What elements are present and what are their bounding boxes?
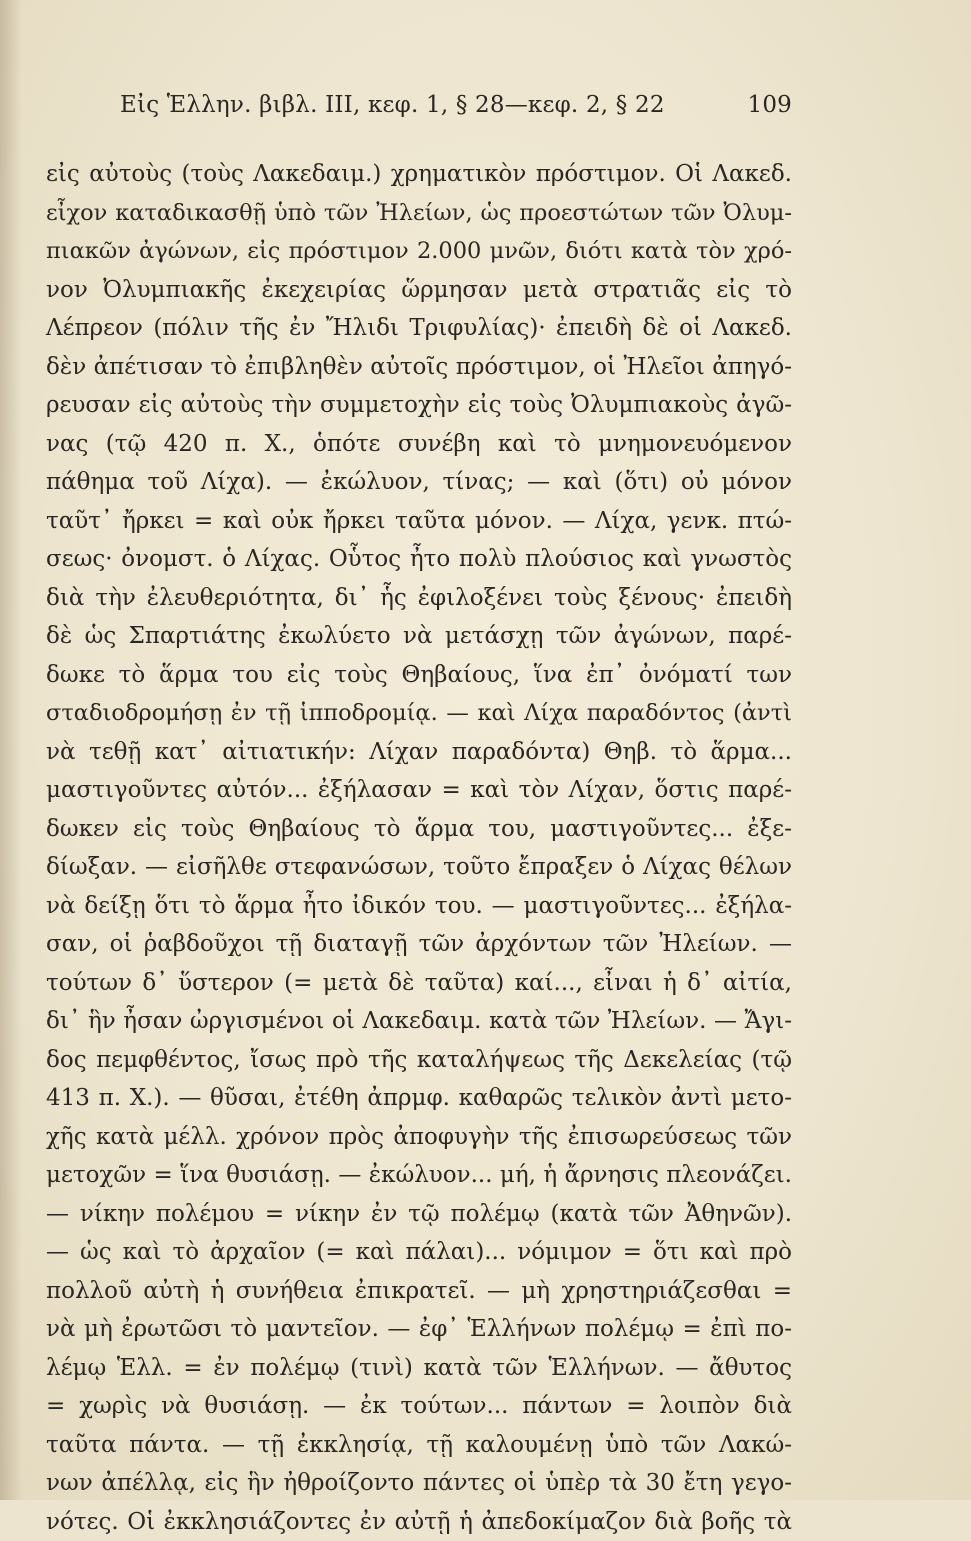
text-line: δὲν ἀπέτισαν τὸ ἐπιβληθὲν αὐτοῖς πρόστιμον, οἱ Ἠλεῖοι ἀπηγό- [46, 348, 792, 387]
text-line: σταδιοδρομήσῃ ἐν τῇ ἱπποδρομίᾳ. — καὶ Λίχα παραδόντος (ἀντὶ [46, 694, 792, 733]
text-line: νὰ δείξῃ ὅτι τὸ ἅρμα ἦτο ἰδικόν του. — μαστιγοῦντες... ἐξήλα- [46, 887, 792, 926]
page-number: 109 [748, 92, 793, 118]
text-line: νον Ὀλυμπιακῆς ἐκεχειρίας ὥρμησαν μετὰ στρατιᾶς εἰς τὸ [46, 271, 792, 310]
text-line: — νίκην πολέμου = νίκην ἐν τῷ πολέμῳ (κατὰ τῶν Ἀθηνῶν). [46, 1195, 792, 1234]
text-line: δι᾽ ἣν ἦσαν ὠργισμένοι οἱ Λακεδαιμ. κατὰ τῶν Ἠλείων. — Ἄγι- [46, 1002, 792, 1041]
text-line: δος πεμφθέντος, ἴσως πρὸ τῆς καταλήψεως τῆς Δεκελείας (τῷ [46, 1041, 792, 1080]
text-line: νων ἀπέλλᾳ, εἰς ἣν ἠθροίζοντο πάντες οἱ ὑπὲρ τὰ 30 ἔτη γεγο- [46, 1464, 792, 1503]
binding-shadow [0, 0, 22, 1500]
text-line: ρευσαν εἰς αὐτοὺς τὴν συμμετοχὴν εἰς τοὺς Ὀλυμπιακοὺς ἀγῶ- [46, 386, 792, 425]
text-line: νὰ τεθῇ κατ᾽ αἰτιατικήν: Λίχαν παραδόντα) Θηβ. τὸ ἅρμα... [46, 733, 792, 772]
text-line: νὰ μὴ ἐρωτῶσι τὸ μαντεῖον. — ἐφ᾽ Ἑλλήνων πολέμῳ = ἐπὶ πο- [46, 1310, 792, 1349]
text-line: μετοχῶν = ἵνα θυσιάσῃ. — ἐκώλυον... μή, ἡ ἄρνησις πλεονάζει. [46, 1156, 792, 1195]
text-line: ταῦτ᾽ ἤρκει = καὶ οὐκ ἤρκει ταῦτα μόνον. — Λίχα, γενκ. πτώ- [46, 502, 792, 541]
text-line: τούτων δ᾽ ὕστερον (= μετὰ δὲ ταῦτα) καί..., εἶναι ἡ δ᾽ αἰτία, [46, 964, 792, 1003]
running-title: Εἰς Ἑλλην. βιβλ. ΙΙΙ, κεφ. 1, § 28—κεφ. 2, § 22 [120, 92, 665, 118]
text-line: δὲ ὡς Σπαρτιάτης ἐκωλύετο νὰ μετάσχῃ τῶν ἀγώνων, παρέ- [46, 617, 792, 656]
text-line: νας (τῷ 420 π. Χ., ὁπότε συνέβη καὶ τὸ μνημονευόμενον [46, 425, 792, 464]
text-line: εἶχον καταδικασθῇ ὑπὸ τῶν Ἠλείων, ὡς προεστώτων τῶν Ὀλυμ- [46, 194, 792, 233]
text-line: σαν, οἱ ῥαβδοῦχοι τῇ διαταγῇ τῶν ἀρχόντων τῶν Ἠλείων. — [46, 925, 792, 964]
text-line: = χωρὶς νὰ θυσιάσῃ. — ἐκ τούτων... πάντων = λοιπὸν διὰ [46, 1387, 792, 1426]
text-line: νότες. Οἱ ἐκκλησιάζοντες ἐν αὐτῇ ἡ ἀπεδοκίμαζον διὰ βοῆς τὰ [46, 1503, 792, 1541]
text-line: μαστιγοῦντες αὐτόν... ἐξήλασαν = καὶ τὸν Λίχαν, ὅστις παρέ- [46, 771, 792, 810]
text-line: Λέπρεον (πόλιν τῆς ἐν Ἤλιδι Τριφυλίας)· ἐπειδὴ δὲ οἱ Λακεδ. [46, 309, 792, 348]
text-line: διὰ τὴν ἐλευθεριότητα, δι᾽ ἧς ἐφιλοξένει τοὺς ξένους· ἐπειδὴ [46, 579, 792, 618]
text-line: πολλοῦ αὐτὴ ἡ συνήθεια ἐπικρατεῖ. — μὴ χρηστηριάζεσθαι = [46, 1272, 792, 1311]
body-text [46, 155, 792, 1541]
text-line: λέμῳ Ἑλλ. = ἐν πολέμῳ (τινὶ) κατὰ τῶν Ἑλλήνων. — ἄθυτος [46, 1349, 792, 1388]
text-line: σεως· ὀνομστ. ὁ Λίχας. Οὗτος ἦτο πολὺ πλούσιος καὶ γνωστὸς [46, 540, 792, 579]
text-line: πιακῶν ἀγώνων, εἰς πρόστιμον 2.000 μνῶν, διότι κατὰ τὸν χρό- [46, 232, 792, 271]
text-line: χῆς κατὰ μέλλ. χρόνον πρὸς ἀποφυγὴν τῆς ἐπισωρεύσεως τῶν [46, 1118, 792, 1157]
running-head [120, 92, 792, 132]
text-line: δωκεν εἰς τοὺς Θηβαίους τὸ ἅρμα του, μαστιγοῦντες... ἐξε- [46, 810, 792, 849]
text-line: δίωξαν. — εἰσῆλθε στεφανώσων, τοῦτο ἔπραξεν ὁ Λίχας θέλων [46, 848, 792, 887]
text-line: ταῦτα πάντα. — τῇ ἐκκλησίᾳ, τῇ καλουμένῃ ὑπὸ τῶν Λακώ- [46, 1426, 792, 1465]
text-line: δωκε τὸ ἅρμα του εἰς τοὺς Θηβαίους, ἵνα ἐπ᾽ ὀνόματί των [46, 656, 792, 695]
text-line: εἰς αὐτοὺς (τοὺς Λακεδαιμ.) χρηματικὸν πρόστιμον. Οἱ Λακεδ. [46, 155, 792, 194]
text-line: πάθημα τοῦ Λίχα). — ἐκώλυον, τίνας; — καὶ (ὅτι) οὐ μόνον [46, 463, 792, 502]
text-line: 413 π. Χ.). — θῦσαι, ἐτέθη ἀπρμφ. καθαρῶς τελικὸν ἀντὶ μετο- [46, 1079, 792, 1118]
text-line: — ὡς καὶ τὸ ἀρχαῖον (= καὶ πάλαι)... νόμιμον = ὅτι καὶ πρὸ [46, 1233, 792, 1272]
